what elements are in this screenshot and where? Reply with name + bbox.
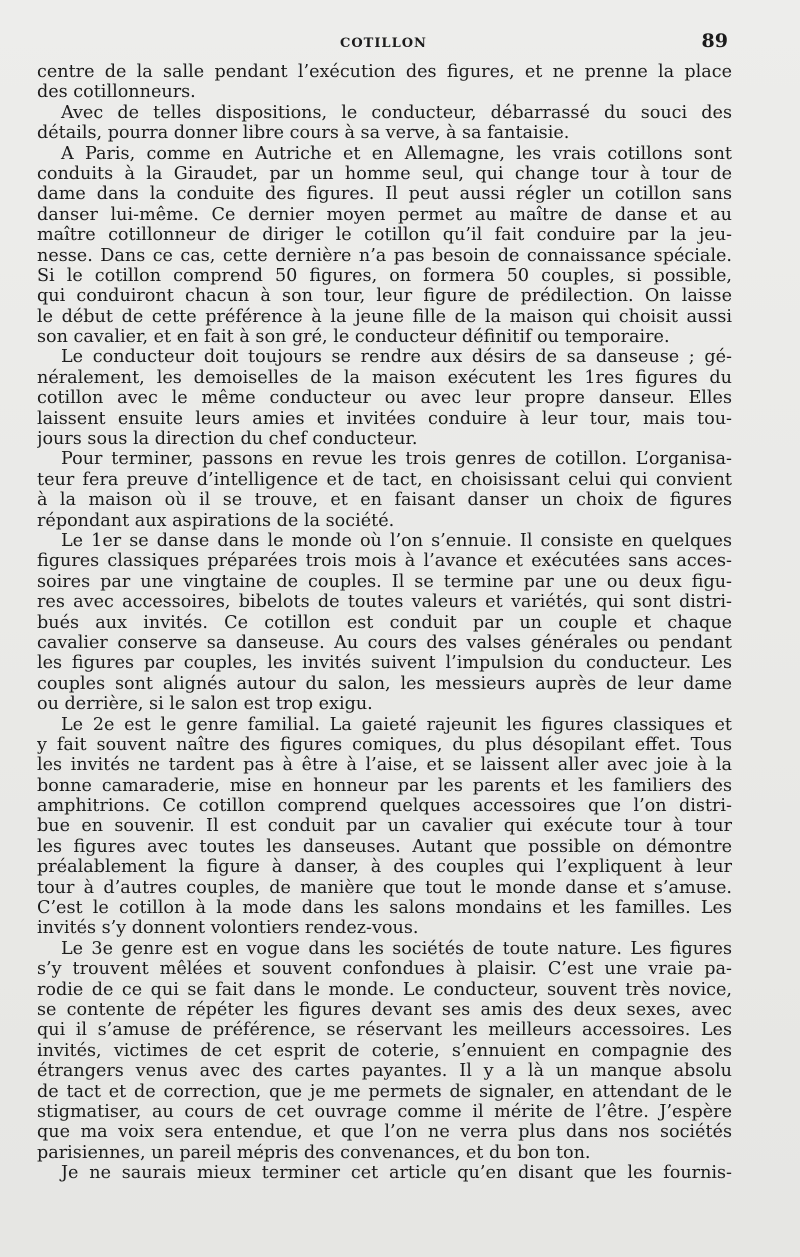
page-header xyxy=(0,30,800,56)
text-line: teur fera preuve d’intelligence et de tact, en choisissant celui qui convient xyxy=(37,469,732,490)
text-line: Le 1er se danse dans le monde où l’on s’ennuie. Il consiste en quelques xyxy=(61,530,732,551)
page-number: 89 xyxy=(701,30,728,52)
text-line: néralement, les demoiselles de la maison exécutent les 1res figures du xyxy=(37,367,732,388)
text-line: tour à d’autres couples, de manière que tout le monde danse et s’amuse. xyxy=(37,877,732,898)
text-line: répondant aux aspirations de la société. xyxy=(37,510,395,531)
text-line: Avec de telles dispositions, le conducteur, débarrassé du souci des xyxy=(61,102,732,123)
text-line: invités, victimes de cet esprit de coterie, s’ennuient en compagnie des xyxy=(37,1040,732,1061)
text-line: s’y trouvent mêlées et souvent confondues à plaisir. C’est une vraie pa- xyxy=(37,959,732,980)
text-line: amphitrions. Ce cotillon comprend quelques accessoires que l’on distri- xyxy=(37,796,732,817)
text-line: bue en souvenir. Il est conduit par un cavalier qui exécute tour à tour xyxy=(37,816,732,837)
text-line: dame dans la conduite des figures. Il peut aussi régler un cotillon sans xyxy=(37,184,732,205)
text-line: invités s’y donnent volontiers rendez-vous. xyxy=(37,918,419,939)
text-line: des cotillonneurs. xyxy=(37,82,196,103)
text-line: cotillon avec le même conducteur ou avec leur propre danseur. Elles xyxy=(37,388,732,409)
text-line: figures classiques préparées trois mois à l’avance et exécutées sans acces- xyxy=(37,551,732,572)
text-line: que ma voix sera entendue, et que l’on ne verra plus dans nos sociétés xyxy=(37,1122,732,1143)
running-title: COTILLON xyxy=(340,36,427,51)
text-line: détails, pourra donner libre cours à sa verve, à sa fantaisie. xyxy=(37,123,570,144)
text-line: de tact et de correction, que je me permets de signaler, en attendant de le xyxy=(37,1081,732,1102)
text-line: parisiennes, un pareil mépris des convenances, et du bon ton. xyxy=(37,1142,591,1163)
text-line: bués aux invités. Ce cotillon est conduit par un couple et chaque xyxy=(37,612,732,633)
text-line: rodie de ce qui se fait dans le monde. Le conducteur, souvent très novice, xyxy=(37,979,732,1000)
text-line: res avec accessoires, bibelots de toutes valeurs et variétés, qui sont distri- xyxy=(37,592,732,613)
text-line: soires par une vingtaine de couples. Il se termine par une ou deux figu- xyxy=(37,571,732,592)
text-line: préalablement la figure à danser, à des couples qui l’expliquent à leur xyxy=(37,857,732,878)
text-line: Pour terminer, passons en revue les trois genres de cotillon. L’organisa- xyxy=(61,449,732,470)
text-line: centre de la salle pendant l’exécution des figures, et ne prenne la place xyxy=(37,62,732,82)
text-line: le début de cette préférence à la jeune fille de la maison qui choisit aussi xyxy=(37,306,732,327)
text-line: laissent ensuite leurs amies et invitées conduire à leur tour, mais tou- xyxy=(37,408,732,429)
text-line: y fait souvent naître des figures comiques, du plus désopilant effet. Tous xyxy=(37,734,732,755)
text-line: danser lui-même. Ce dernier moyen permet au maître de danse et au xyxy=(37,204,732,225)
text-line: Le conducteur doit toujours se rendre aux désirs de sa danseuse ; gé- xyxy=(61,347,732,368)
text-line: les invités ne tardent pas à être à l’aise, et se laissent aller avec joie à la xyxy=(37,755,732,776)
text-line: Je ne saurais mieux terminer cet article qu’en disant que les fournis- xyxy=(61,1163,732,1184)
text-line: à la maison où il se trouve, et en faisant danser un choix de figures xyxy=(37,490,732,511)
text-line: Le 3e genre est en vogue dans les sociétés de toute nature. Les figures xyxy=(61,938,732,959)
text-line: qui il s’amuse de préférence, se réservant les meilleurs accessoires. Les xyxy=(37,1020,732,1041)
text-line: couples sont alignés autour du salon, les messieurs auprès de leur dame xyxy=(37,673,732,694)
body-text xyxy=(37,62,732,1183)
text-line: ou derrière, si le salon est trop exigu. xyxy=(37,694,373,715)
text-line: les figures avec toutes les danseuses. Autant que possible on démontre xyxy=(37,836,732,857)
text-line: maître cotillonneur de diriger le cotillon qu’il fait conduire par la jeu- xyxy=(37,225,732,246)
text-line: qui conduiront chacun à son tour, leur figure de prédilection. On laisse xyxy=(37,286,732,307)
text-line: stigmatiser, au cours de cet ouvrage comme il mérite de l’être. J’espère xyxy=(37,1101,732,1122)
text-line: Le 2e est le genre familial. La gaieté rajeunit les figures classiques et xyxy=(61,714,732,735)
text-line: cavalier conserve sa danseuse. Au cours des valses générales ou pendant xyxy=(37,632,732,653)
text-line: étrangers venus avec des cartes payantes. Il y a là un manque absolu xyxy=(37,1061,732,1082)
text-line: Si le cotillon comprend 50 figures, on formera 50 couples, si possible, xyxy=(37,265,732,286)
text-line: A Paris, comme en Autriche et en Allemagne, les vrais cotillons sont xyxy=(61,143,732,164)
text-line: nesse. Dans ce cas, cette dernière n’a pas besoin de connaissance spéciale. xyxy=(37,245,732,266)
text-line: les figures par couples, les invités suivent l’impulsion du conducteur. Les xyxy=(37,653,732,674)
text-line: se contente de répéter les figures devant ses amis des deux sexes, avec xyxy=(37,999,732,1020)
text-line: jours sous la direction du chef conducteur. xyxy=(37,429,418,450)
text-line: conduits à la Giraudet, par un homme seul, qui change tour à tour de xyxy=(37,163,732,184)
text-line: son cavalier, et en fait à son gré, le conducteur définitif ou temporaire. xyxy=(37,327,670,348)
text-line: bonne camaraderie, mise en honneur par les parents et les familiers des xyxy=(37,775,732,796)
text-line: C’est le cotillon à la mode dans les salons mondains et les familles. Les xyxy=(37,898,732,919)
